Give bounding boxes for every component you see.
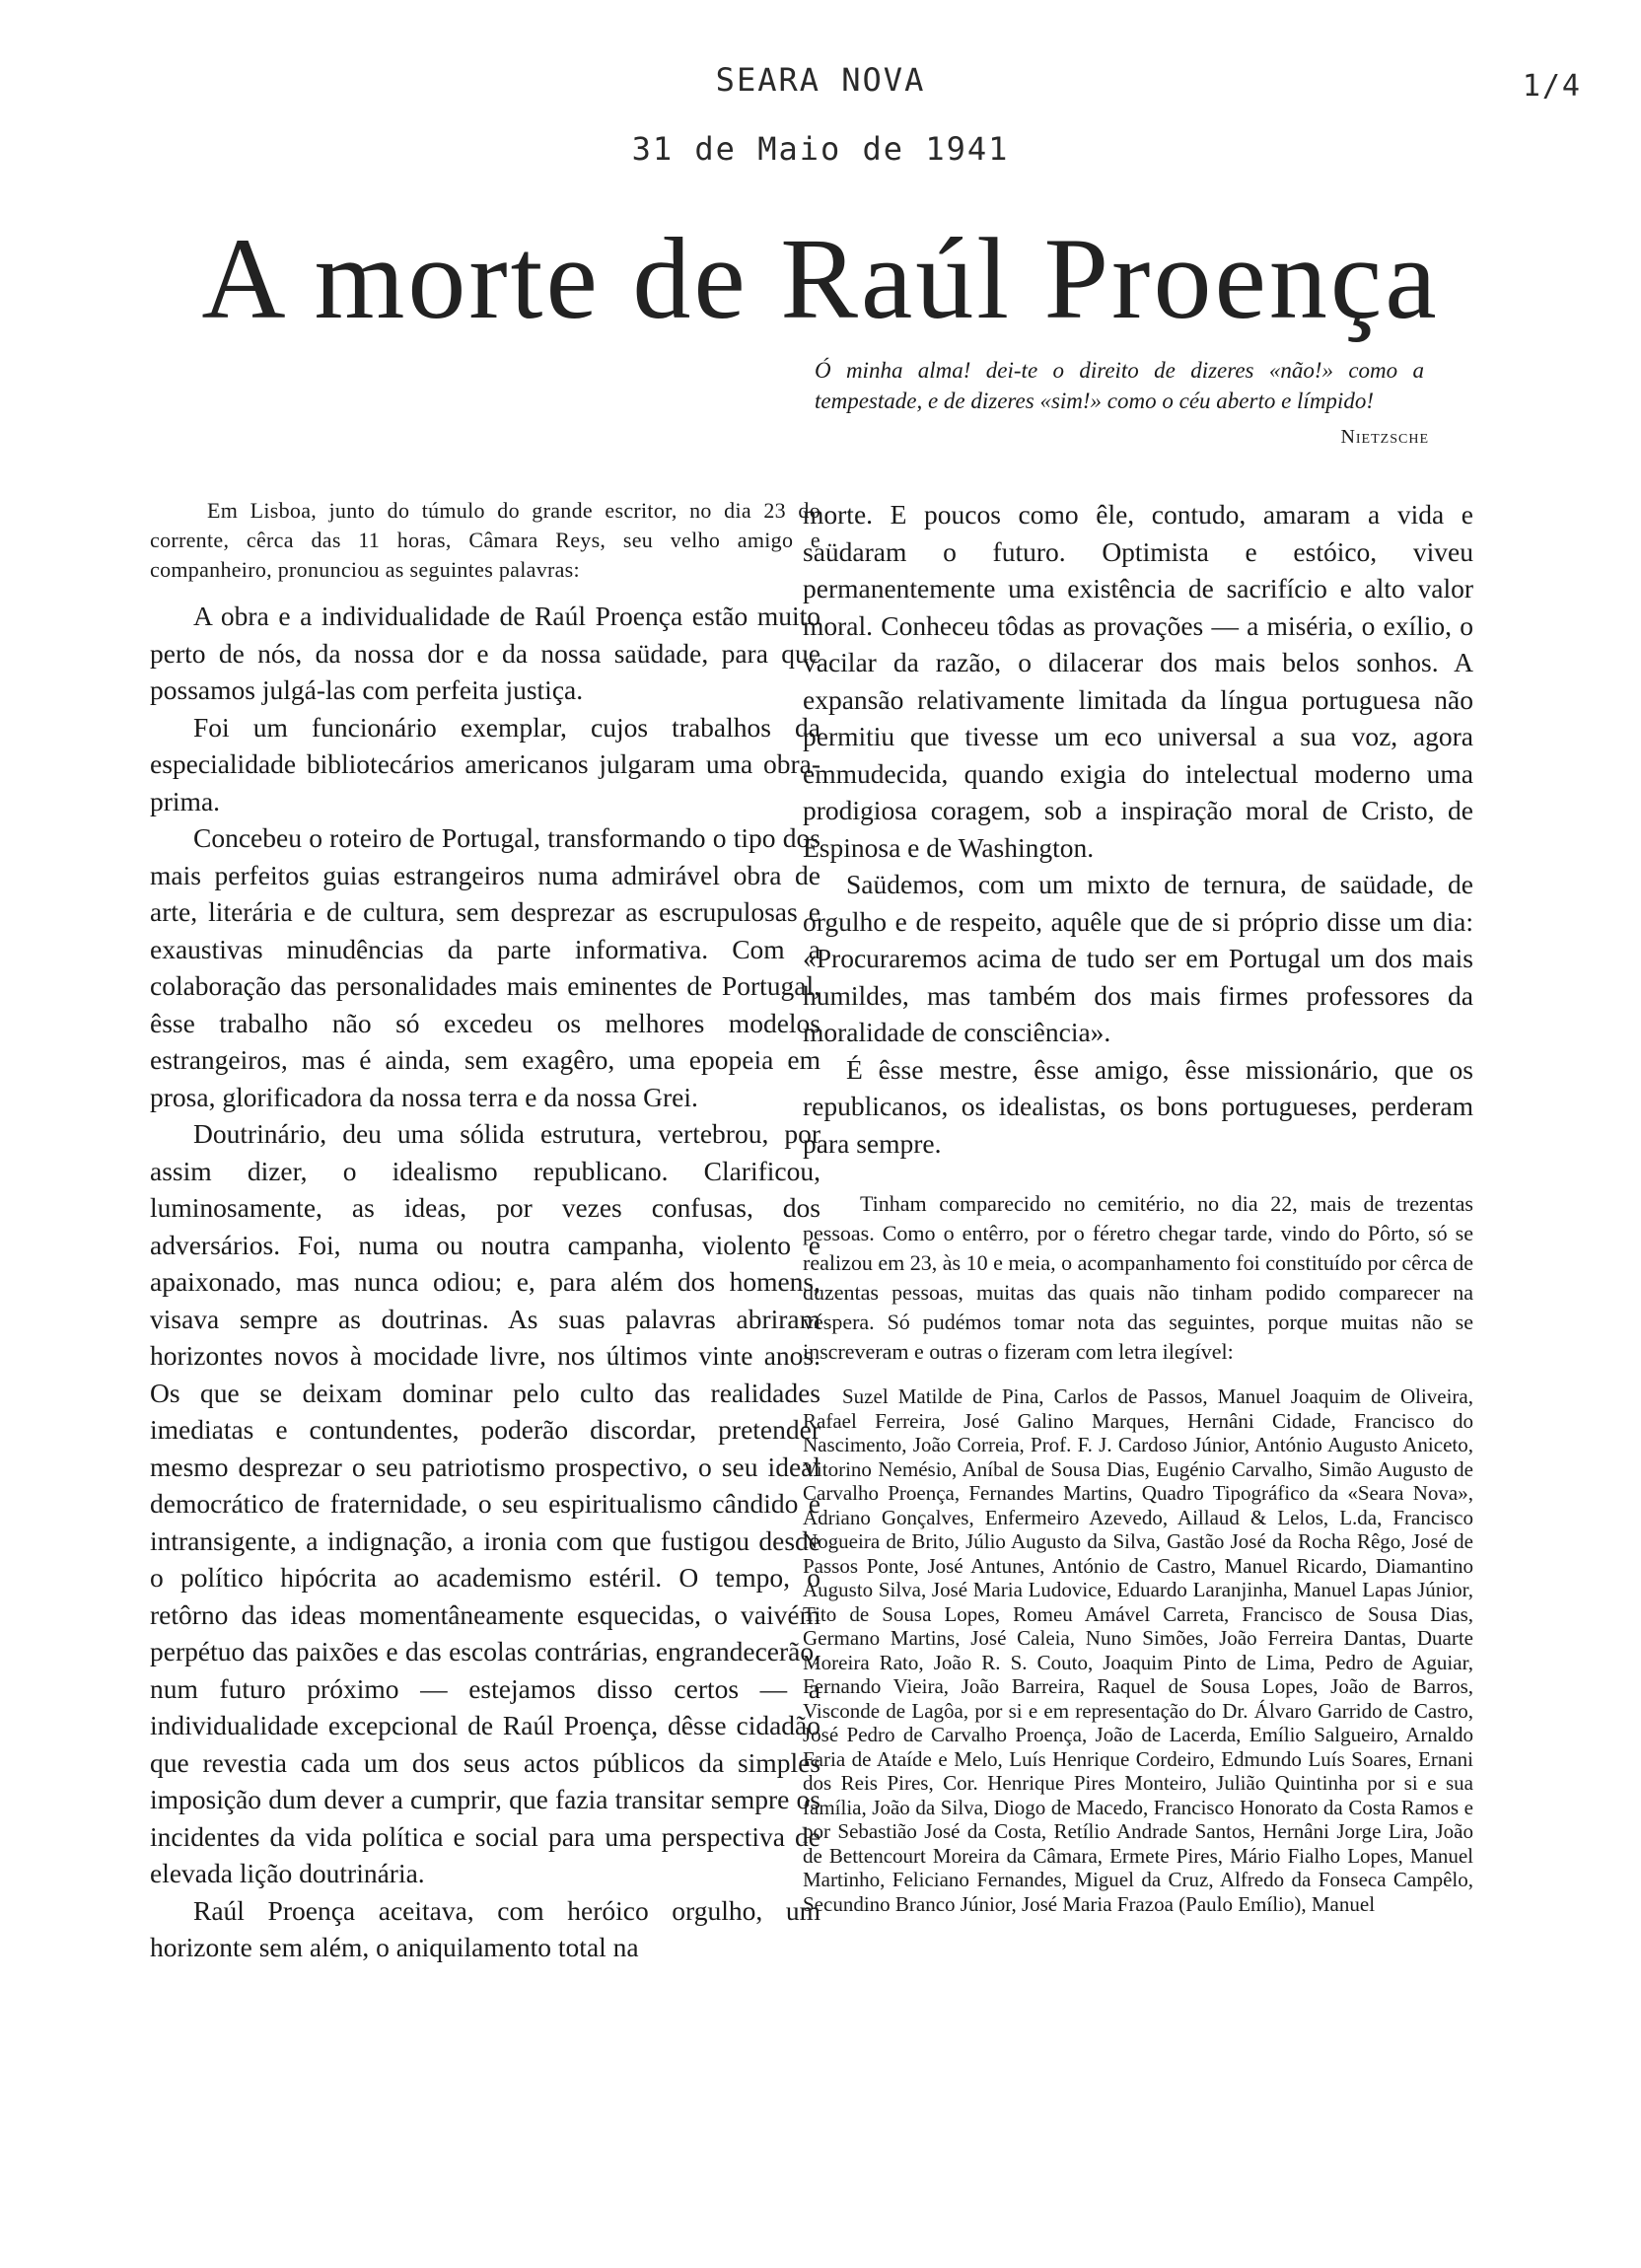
article-paragraph: Foi um funcionário exemplar, cujos trabalhos da especialidade bibliotecários americanos julgaram uma obra-prima. [150, 711, 820, 816]
attendee-names: Suzel Matilde de Pina, Carlos de Passos, Manuel Joaquim de Oliveira, Rafael Ferreira, José Galino Marques, Hernâni Cidade, Francisco do Nascimento, João Correia, Prof. F. J. Cardoso Júnior, António Augusto Aniceto, Vitorino Nemésio, Aníbal de Sousa Dias, Eugénio Carvalho, Simão Augusto de Carvalho Proença, Fernandes Martins, Quadro Tipográfico da «Seara Nova», Adriano Gonçalves, Enfermeiro Azevedo, Aillaud & Lelos, L.da, Francisco Nogueira de Brito, Júlio Augusto da Silva, Gastão José da Rocha Rêgo, José de Passos Ponte, José Antunes, António de Castro, Manuel Ricardo, Diamantino Augusto Silva, José Maria Ludovice, Eduardo Laranjinha, Manuel Lapas Júnior, Tito de Sousa Lopes, Romeu Amável Carreta, Francisco de Sousa Dias, Germano Martins, José Caleia, Nuno Simões, João Ferreira Dantas, Duarte Moreira Rato, João R. S. Couto, Joaquim Pinto de Lima, Pedro de Aguiar, Fernando Vieira, João Barreira, Raquel de Sousa Lopes, João de Barros, Visconde de Lagôa, por si e em representação do Dr. Álvaro Garrido de Castro, José Pedro de Carvalho Proença, João de Lacerda, Emílio Salgueiro, Arnaldo Faria de Ataíde e Melo, Luís Henrique Cordeiro, Edmundo Luís Soares, Ernani dos Reis Pires, Cor. Henrique Pires Monteiro, Julião Quintinha por si e sua família, João da Silva, Diogo de Macedo, Francisco Honorato da Costa Ramos e por Sebastião José da Costa, Retílio Andrade Santos, Hernâni Jorge Lira, João de Bettencourt Moreira da Câmara, Ermete Pires, Mário Fialho Lopes, Manuel Martinho, Feliciano Fernandes, Miguel da Cruz, Alfredo da Fonseca Campêlo, Secundino Branco Júnior, José Maria Frazoa (Paulo Emílio), Manuel [803, 1384, 1473, 1916]
article-paragraph: É êsse mestre, êsse amigo, êsse missionário, que os republicanos, os idealistas, os bons portugueses, perderam para sempre. [803, 1053, 1473, 1159]
article-paragraph: Saüdemos, com um mixto de ternura, de saüdade, de orgulho e de respeito, aquêle que de si próprio disse um dia: «Procuraremos acima de tudo ser em Portugal um dos mais humildes, mas também dos mais firmes professores da moralidade de consciência». [803, 869, 1473, 1047]
article-intro: Em Lisboa, junto do túmulo do grande escritor, no dia 23 do corrente, cêrca das 11 horas, Câmara Reys, seu velho amigo e companheiro, pronunciou as seguintes palavras: [150, 498, 820, 582]
article-paragraph: A obra e a individualidade de Raúl Proença estão muito perto de nós, da nossa dor e da nossa saüdade, para que possamos julgá-las com perfeita justiça. [150, 601, 820, 705]
attendance-note: Tinham comparecido no cemitério, no dia 22, mais de trezentas pessoas. Como o entêrro, por o féretro chegar tarde, vindo do Pôrto, só se realizou em 23, às 10 e meia, o acompanhamento foi constituído por cêrca de duzentas pessoas, muitas das quais não tinham podido comparecer na véspera. Só pudémos tomar nota das seguintes, porque muitas não se inscreveram e outras o fizeram com letra ilegível: [803, 1191, 1473, 1364]
journal-name: SEARA NOVA [715, 61, 926, 99]
publication-date: 31 de Maio de 1941 [631, 130, 1010, 168]
epigraph-author: Nietzsche [1340, 426, 1429, 448]
article-paragraph: Doutrinário, deu uma sólida estrutura, vertebrou, por assim dizer, o idealismo republicano. Clarificou, luminosamente, as ideas, por vezes confusas, dos adversários. Foi, numa ou noutra campanha, violento e apaixonado, mas nunca odiou; e, para além dos homens, visava sempre as doutrinas. As suas palavras abriram horizontes novos à mocidade livre, nos últimos vinte anos. Os que se deixam dominar pelo culto das realidades imediatas e contundentes, poderão discordar, pretender mesmo desprezar o seu patriotismo prospectivo, o seu ideal democrático de fraternidade, o seu espiritualismo cândido e intransigente, a indignação, a ironia com que fustigou desde o político hipócrita ao academismo estéril. O tempo, o retôrno das ideas momentâneamente esquecidas, o vaivém perpétuo das paixões e das escolas contrárias, engrandecerão, num futuro próximo — estejamos disso certos — a individualidade excepcional de Raúl Proença, dêsse cidadão que revestia cada um dos seus actos públicos da simples imposição dum dever a cumprir, que fazia transitar sempre os incidentes da vida política e social para uma perspectiva de elevada lição doutrinária. [150, 1118, 820, 1888]
page-indicator: 1/4 [1522, 69, 1582, 104]
article-column-left [150, 496, 820, 1966]
article-paragraph: Concebeu o roteiro de Portugal, transformando o tipo dos mais perfeitos guias estrangeiros numa admirável obra de arte, literária e de cultura, sem desprezar as escrupulosas e exaustivas minudências da parte informativa. Com a colaboração das personalidades mais eminentes de Portugal, êsse trabalho não só excedeu os melhores modelos estrangeiros, mas é ainda, sem exagêro, uma epopeia em prosa, glorificadora da nossa terra e da nossa Grei. [150, 822, 820, 1112]
article-paragraph-continued: morte. E poucos como êle, contudo, amaram a vida e saüdaram o futuro. Optimista e estóico, viveu permanentemente uma existência de sacrifício e alto valor moral. Conheceu tôdas as provações — a miséria, o exílio, o vacilar da razão, o dilacerar dos mais belos sonhos. A expansão relativamente limitada da língua portuguesa não permitiu que tivesse um eco universal a sua voz, agora emmudecida, quando exigia do intelectual moderno uma prodigiosa coragem, sob a inspiração moral de Cristo, de Espinosa e de Washington. [803, 499, 1473, 863]
epigraph: Ó minha alma! dei-te o direito de dizeres «não!» como a tempestade, e de dizeres «sim!» como o céu aberto e límpido! [815, 358, 1424, 413]
article-paragraph: Raúl Proença aceitava, com heróico orgulho, um horizonte sem além, o aniquilamento total na [150, 1894, 820, 1962]
article-title: A morte de Raúl Proença [201, 214, 1440, 343]
article-column-right [803, 496, 1473, 1916]
